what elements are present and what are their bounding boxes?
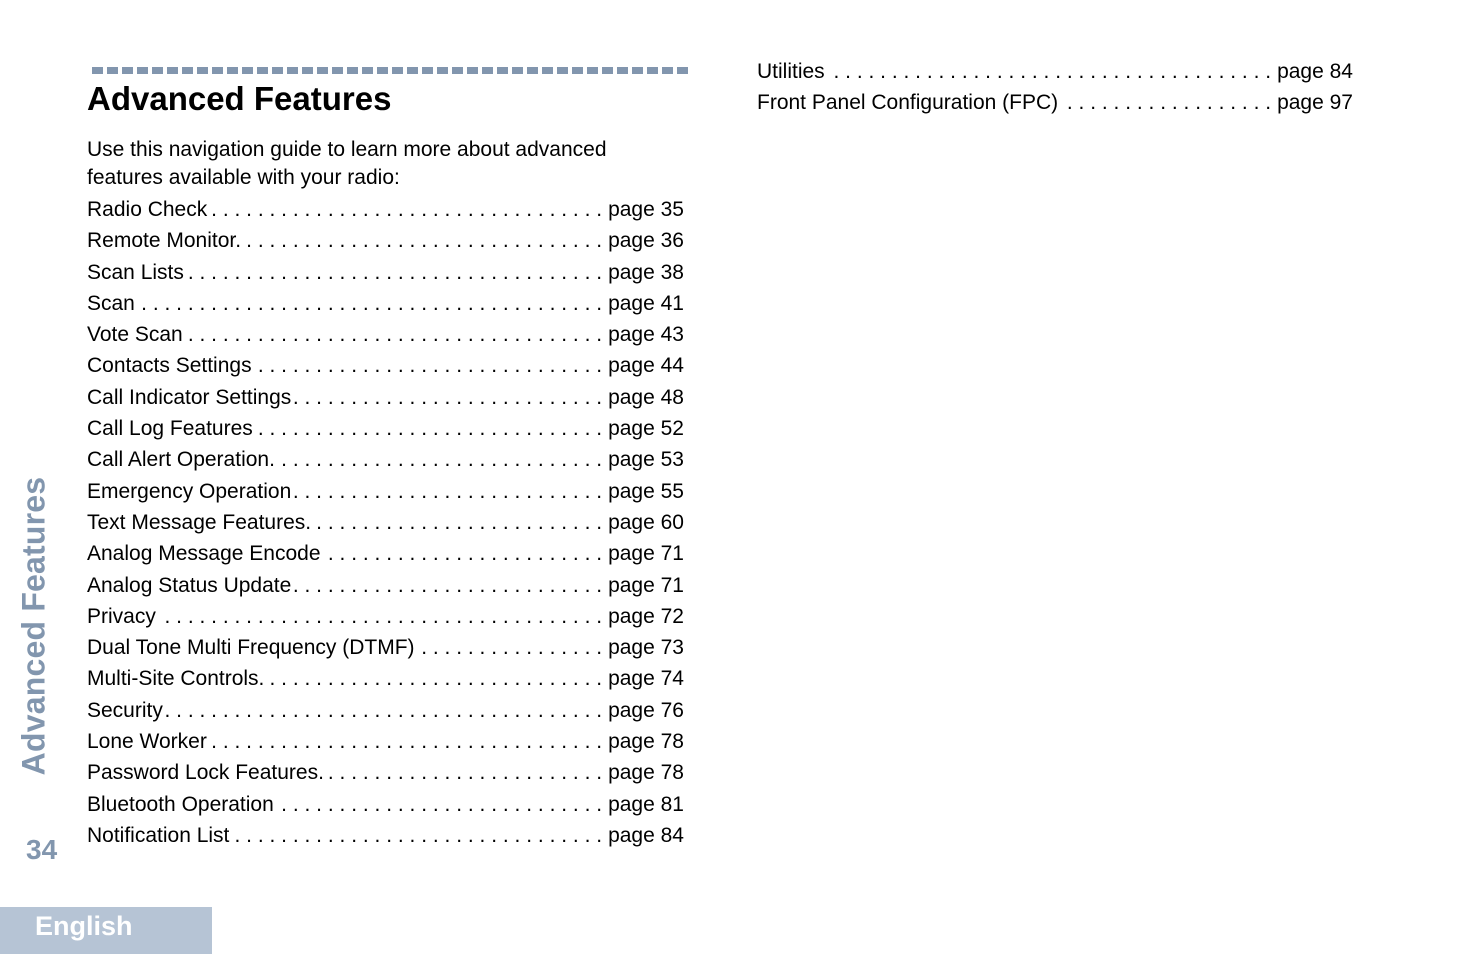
toc-entry-title: Analog Message Encode	[87, 542, 321, 566]
toc-dot-leader	[187, 257, 602, 288]
toc-entry[interactable]	[87, 570, 684, 601]
toc-entry[interactable]	[87, 476, 684, 507]
toc-entry-page: page 84	[608, 823, 684, 847]
intro-paragraph: Use this navigation guide to learn more about advanced features available with your radio:	[87, 138, 607, 189]
toc-entry[interactable]	[87, 507, 684, 538]
toc-entry-title: Remote Monitor.	[87, 229, 242, 253]
toc-dot-leader	[159, 601, 602, 632]
toc-entry-page: page 60	[608, 510, 684, 534]
toc-entry[interactable]	[87, 319, 684, 350]
toc-dot-leader	[324, 538, 603, 569]
toc-entry[interactable]	[87, 382, 684, 413]
toc-dot-leader	[327, 757, 602, 788]
toc-entry-title: Bluetooth Operation	[87, 792, 274, 816]
toc-entry-title: Lone Worker	[87, 730, 207, 754]
toc-entry[interactable]	[87, 350, 684, 381]
toc-entry-page: page 81	[608, 792, 684, 816]
toc-dot-leader	[138, 288, 602, 319]
toc-dot-leader	[294, 476, 602, 507]
toc-entry-title: Scan Lists	[87, 260, 184, 284]
page-number: 34	[26, 834, 58, 865]
toc-entry[interactable]	[87, 257, 684, 288]
toc-entry[interactable]	[87, 820, 684, 851]
toc-entry-page: page 71	[608, 573, 684, 597]
toc-dot-leader	[314, 507, 602, 538]
toc-entry-title: Call Indicator Settings	[87, 385, 292, 409]
toc-entry-page: page 72	[608, 604, 684, 628]
toc-dot-leader	[186, 319, 602, 350]
toc-dot-leader	[255, 350, 602, 381]
toc-entry-title: Dual Tone Multi Frequency (DTMF)	[87, 636, 415, 660]
language-bar	[0, 907, 212, 954]
toc-entry-page: page 44	[608, 354, 684, 378]
toc-entry-page: page 71	[608, 542, 684, 566]
toc-dot-leader	[418, 632, 603, 663]
toc-dot-leader	[277, 789, 602, 820]
toc-entry[interactable]	[87, 663, 684, 694]
language-label: English	[35, 911, 133, 941]
toc-entry-page: page 53	[608, 448, 684, 472]
toc-dot-leader	[232, 820, 602, 851]
toc-entry-page: page 76	[608, 698, 684, 722]
toc-entry-page: page 78	[608, 730, 684, 754]
toc-entry-title: Text Message Features.	[87, 510, 312, 534]
toc-entry[interactable]	[87, 601, 684, 632]
toc-entry-title: Utilities	[757, 60, 825, 83]
toc-entry[interactable]	[87, 695, 684, 726]
toc-dot-leader	[828, 56, 1271, 87]
toc-entry[interactable]	[757, 56, 1353, 87]
toc-entry-page: page 48	[608, 385, 684, 409]
toc-entry[interactable]	[87, 726, 684, 757]
toc-entry-title: Radio Check	[87, 198, 208, 221]
side-tab-label: Advanced Features	[15, 476, 52, 776]
toc-entry[interactable]	[87, 632, 684, 663]
heading-dotted-rule	[92, 67, 692, 74]
toc-dot-leader	[166, 695, 602, 726]
toc-entry[interactable]	[87, 225, 684, 256]
toc-dot-leader	[210, 194, 602, 225]
toc-entry-page: page 35	[608, 198, 684, 221]
toc-entry[interactable]	[87, 538, 684, 569]
toc-entry-title: Security	[87, 698, 163, 722]
toc-entry-title: Contacts Settings	[87, 354, 252, 378]
toc-entry-page: page 74	[608, 667, 684, 691]
toc-entry[interactable]	[87, 757, 684, 788]
toc-entry-title: Emergency Operation	[87, 479, 292, 503]
toc-dot-leader	[267, 663, 602, 694]
toc-entry-title: Analog Status Update	[87, 573, 292, 597]
toc-entry-page: page 36	[608, 229, 684, 253]
toc-entry-title: Multi-Site Controls.	[87, 667, 265, 691]
toc-entry-page: page 73	[608, 636, 684, 660]
toc-dot-leader	[294, 570, 602, 601]
toc-entry-title: Vote Scan	[87, 323, 183, 347]
toc-entry-title: Scan	[87, 291, 135, 315]
toc-entry-page: page 84	[1277, 60, 1353, 83]
toc-dot-leader	[294, 382, 602, 413]
toc-entry[interactable]	[87, 413, 684, 444]
toc-entry-page: page 43	[608, 323, 684, 347]
toc-entry-title: Front Panel Configuration (FPC)	[757, 91, 1059, 115]
toc-entry-page: page 78	[608, 761, 684, 785]
toc-dot-leader	[244, 225, 602, 256]
page-title: Advanced Features	[87, 80, 392, 117]
toc-entry[interactable]	[757, 87, 1353, 118]
toc-entry-title: Call Log Features	[87, 417, 253, 441]
toc-entry-page: page 41	[608, 291, 684, 315]
toc-entry[interactable]	[87, 789, 684, 820]
toc-entry[interactable]	[87, 288, 684, 319]
toc-entry-title: Password Lock Features.	[87, 761, 324, 785]
toc-list-left	[87, 194, 684, 851]
toc-dot-leader	[210, 726, 602, 757]
toc-list-right	[757, 56, 1353, 119]
toc-entry-title: Notification List	[87, 823, 230, 847]
toc-entry-page: page 38	[608, 260, 684, 284]
toc-entry[interactable]	[87, 444, 684, 475]
toc-entry-title: Privacy	[87, 604, 156, 628]
toc-entry-page: page 52	[608, 417, 684, 441]
toc-entry-title: Call Alert Operation.	[87, 448, 275, 472]
toc-dot-leader	[1061, 87, 1271, 118]
toc-entry-page: page 55	[608, 479, 684, 503]
toc-dot-leader	[278, 444, 602, 475]
toc-entry[interactable]	[87, 194, 684, 225]
toc-dot-leader	[256, 413, 602, 444]
toc-entry-page: page 97	[1277, 91, 1353, 115]
